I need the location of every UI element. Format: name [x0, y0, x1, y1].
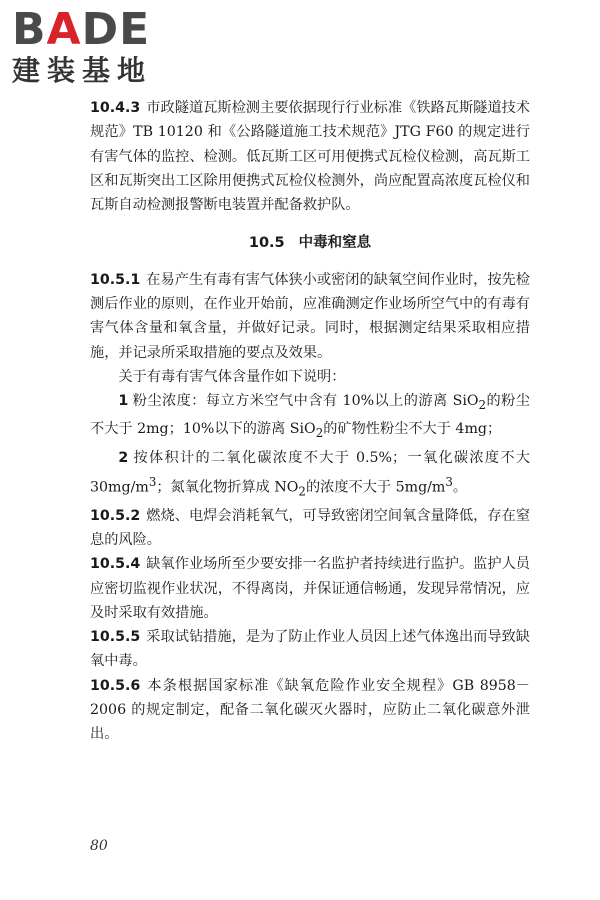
clause-number: 10.4.3 [90, 100, 141, 116]
clause-number: 10.5.5 [90, 629, 141, 646]
clause-10-5-4 [90, 552, 530, 625]
bade-watermark-logo [12, 6, 192, 94]
clause-text: 市政隧道瓦斯检测主要依据现行行业标准《铁路瓦斯隧道技术规范》TB 10120 和《公路隧道施工技术规范》JTG F60 的规定进行有害气体的监控、检测。低瓦斯工区可用便携式瓦检仪检测，高瓦斯工区和瓦斯突出工区除用便携式瓦检仪检测外，尚应配置高浓度瓦检仪和瓦斯自动检测报警断电装置并配备救护队。 [90, 100, 530, 214]
clause-number: 10.5.4 [90, 556, 141, 573]
page-number: 80 [90, 838, 108, 854]
clause-text: 缺氧作业场所至少要安排一名监护者持续进行监护。监护人员应密切监视作业状况，不得离岗，并保证通信畅通，发现异常情况，应及时采取有效措施。 [90, 556, 530, 621]
clause-10-5-1 [90, 268, 530, 365]
watermark-subtitle: 建装基地 [12, 54, 153, 87]
clause-10-5-6 [90, 674, 530, 747]
clause-10-5-5 [90, 625, 530, 674]
clause-intro-note: 关于有毒有害气体含量作如下说明： [118, 368, 346, 385]
section-title: 中毒和窒息 [298, 235, 372, 252]
section-heading [90, 231, 530, 255]
clause-text: 本条根据国家标准《缺氧危险作业安全规程》GB 8958－2006 的规定制定，配备二氧化碳灭火器时，应防止二氧化碳意外泄出。 [90, 677, 530, 743]
list-item-gas: 2 按体积计的二氧化碳浓度不大于 0.5%；一氧化碳浓度不大 $30mg/m^3$；氮氧化物折算成 $NO_2$的浓度不大于 $5mg/m^3$。 [90, 449, 530, 499]
clause-number: 10.5.2 [90, 507, 141, 524]
watermark-brand: BADE [12, 4, 151, 55]
clause-10-5-2 [90, 504, 530, 553]
clause-text: 燃烧、电焊会消耗氧气，可导致密闭空间氧含量降低，存在窒息的风险。 [90, 507, 530, 548]
clause-number: 10.5.1 [90, 271, 141, 288]
clause-number: 10.5.6 [90, 677, 141, 694]
document-body [90, 96, 530, 747]
section-number: 10.5 [248, 235, 285, 252]
clause-10-4-3 [90, 96, 530, 217]
list-item-dust: 1 粉尘浓度：每立方米空气中含有 10%以上的游离 SiO$_2$的粉尘不大于 2mg；10%以下的游离 SiO$_2$的矿物性粉尘不大于 4mg； [90, 393, 530, 441]
clause-text: 采取试钻措施，是为了防止作业人员因上述气体逸出而导致缺氧中毒。 [90, 629, 530, 670]
clause-text: 在易产生有毒有害气体狭小或密闭的缺氧空间作业时，按先检测后作业的原则，在作业开始前，应准确测定作业场所空气中的有毒有害气体含量和氧含量，并做好记录。同时，根据测定结果采取相应措施，并记录所采取措施的要点及效果。 [90, 271, 530, 361]
